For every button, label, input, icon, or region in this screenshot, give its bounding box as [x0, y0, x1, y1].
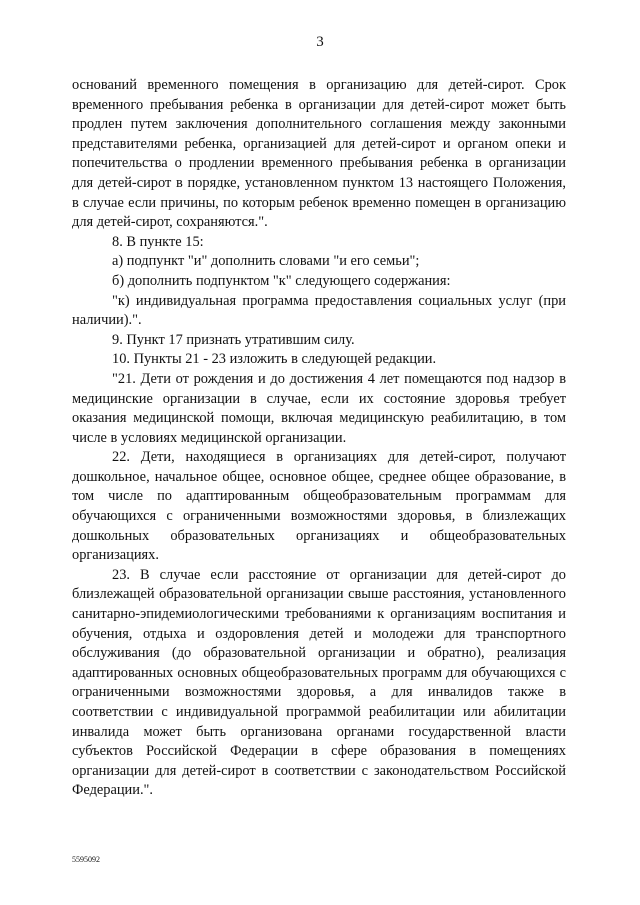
paragraph-subitem-a: а) подпункт "и" дополнить словами "и его семьи";	[112, 253, 420, 270]
paragraph-subitem-k: "к) индивидуальная программа предоставления социальных услуг (при наличии).".	[72, 292, 566, 329]
paragraph-item-9: 9. Пункт 17 признать утратившим силу.	[112, 331, 355, 348]
document-code: 5595092	[72, 855, 100, 864]
paragraph-point-21: "21. Дети от рождения и до достижения 4 лет помещаются под надзор в медицинские организации в случае, если их состояние здоровья требует оказания медицинской помощи, включая медицинскую реабилитацию, в том числе в условиях медицинской организации.	[72, 370, 566, 446]
paragraph-item-8: 8. В пункте 15:	[112, 233, 204, 250]
document-body	[72, 76, 566, 801]
paragraph-item-10: 10. Пункты 21 - 23 изложить в следующей редакции.	[112, 351, 437, 368]
paragraph-subitem-b: б) дополнить подпунктом "к" следующего содержания:	[112, 272, 451, 289]
paragraph-continuation: оснований временного помещения в организацию для детей-сирот. Срок временного пребывания ребенка в организации для детей-сирот может быть продлен путем заключения дополнительного соглашения между законными представителями ребенка, организацией для детей-сирот и органом опеки и попечительства о продлении временного пребывания ребенка в организации для детей-сирот в порядке, установленном пунктом 13 настоящего Положения, в случае если причины, по которым ребенок временно помещен в организацию для детей-сирот, сохраняются.".	[72, 77, 566, 231]
paragraph-point-23: 23. В случае если расстояние от организации для детей-сирот до близлежащей образовательной организации свыше расстояния, установленного санитарно-эпидемиологическими требованиями к организациям воспитания и обучения, отдыха и оздоровления детей и молодежи для транспортного обслуживания (до образовательной организации и обратно), реализация адаптированных основных общеобразовательных программ для обучающихся с ограниченными возможностями здоровья, а для инвалидов также в соответствии с индивидуальной программой реабилитации или абилитации инвалида может быть организована органами государственной власти субъектов Российской Федерации в сфере образования в помещениях организации для детей-сирот в соответствии с законодательством Российской Федерации.".	[72, 566, 566, 799]
paragraph-point-22: 22. Дети, находящиеся в организациях для детей-сирот, получают дошкольное, начальное общее, основное общее, среднее общее образование, в том числе по адаптированным общеобразовательным программам для обучающихся с ограниченными возможностями здоровья, в близлежащих дошкольных образовательных организациях и общеобразовательных организациях.	[72, 449, 566, 564]
page-number: 3	[316, 34, 324, 50]
